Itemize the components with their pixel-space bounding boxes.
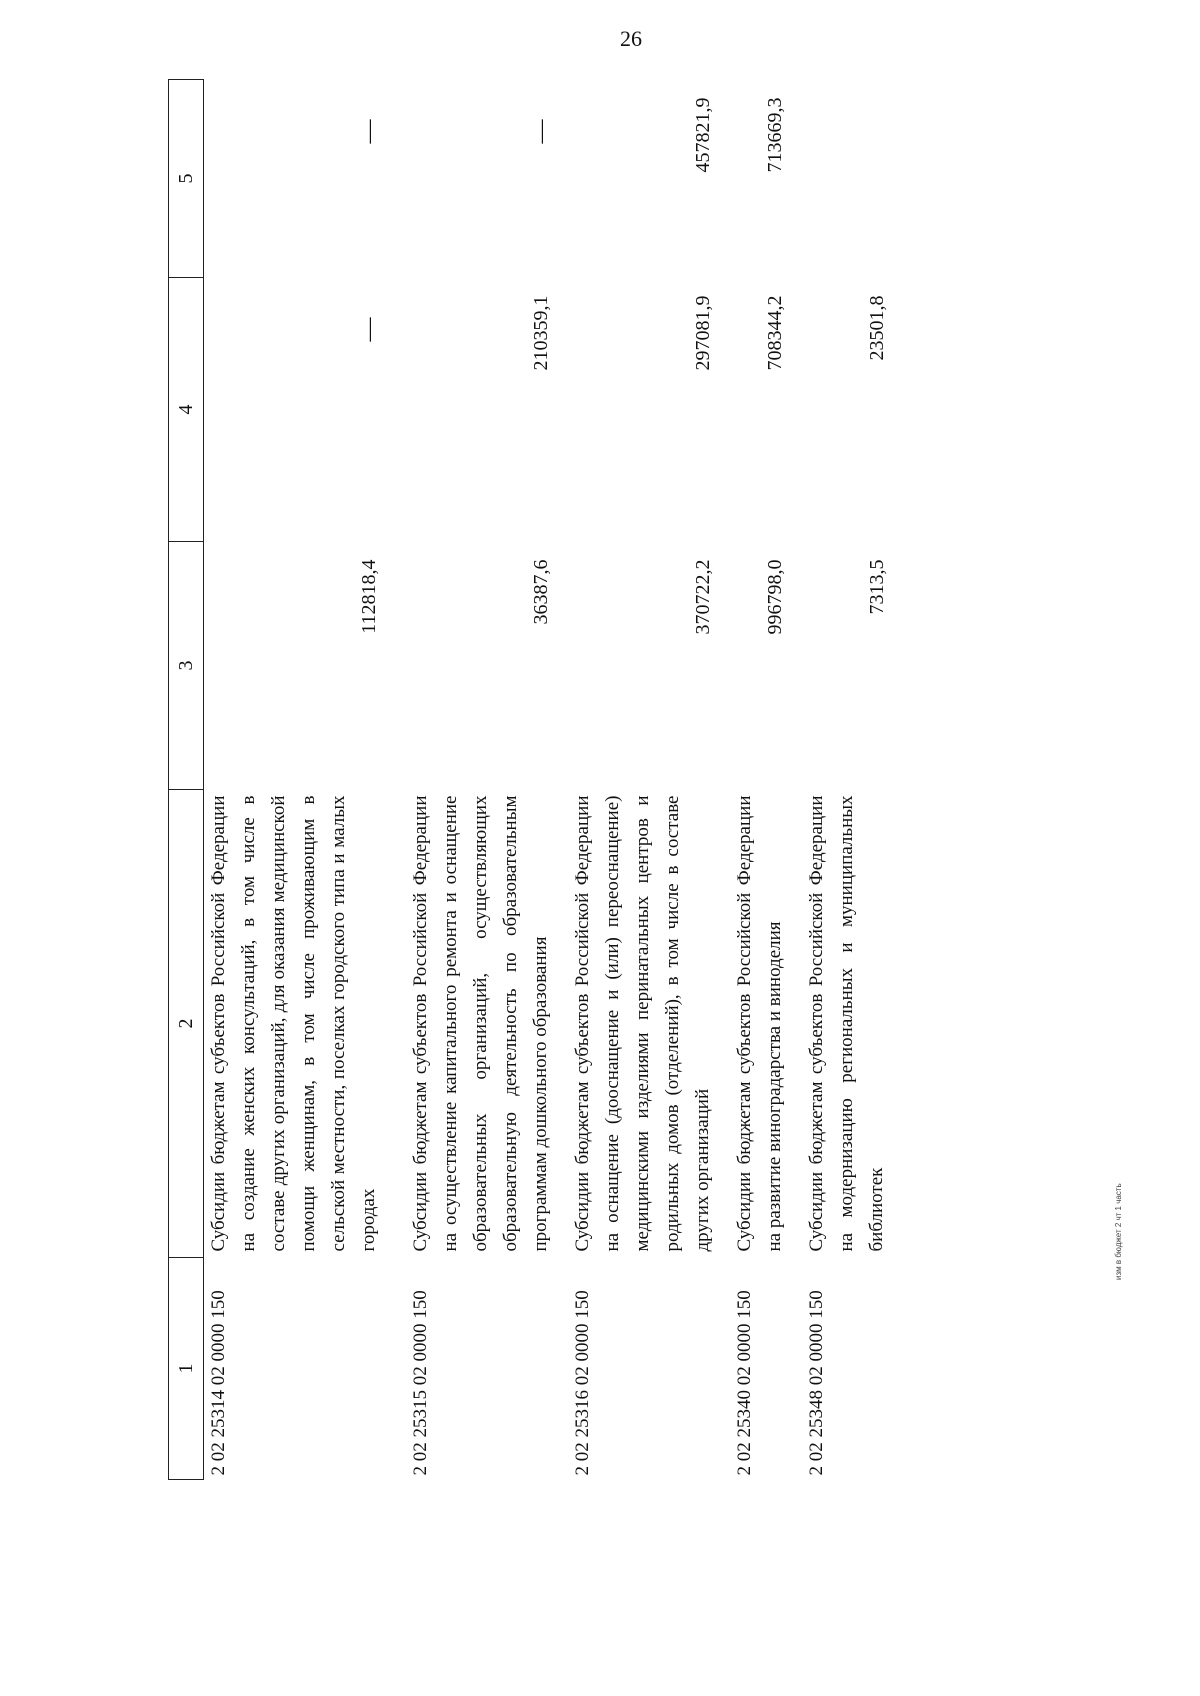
- value-col3: 36387,6: [530, 559, 552, 625]
- description: Субсидии бюджетам субъектов Российской Федерации на осуществление капитального ремонта и оснащение образовательных организаций, осуществляющих образовательную деятельность по образовательным программам дошкольного образования: [410, 795, 551, 1252]
- budget-code: 2 02 25340 02 0000 150: [734, 1290, 755, 1476]
- value-col5: 713669,3: [764, 97, 786, 173]
- budget-table: [168, 79, 904, 1480]
- column-header-4: 4: [169, 278, 204, 542]
- table-row: [406, 80, 568, 1480]
- rotated-table-container: [168, 80, 1048, 1480]
- value-col5: 457821,9: [692, 97, 714, 173]
- budget-code: 2 02 25316 02 0000 150: [572, 1290, 593, 1476]
- description: Субсидии бюджетам субъектов Российской Федерации на развитие виноградарства и виноделия: [734, 795, 785, 1252]
- value-col5: —: [356, 119, 382, 144]
- value-col4: 708344,2: [764, 295, 786, 371]
- value-col4: 210359,1: [530, 295, 552, 371]
- value-col5: —: [528, 119, 554, 144]
- table-header-row: [169, 80, 204, 1480]
- table-row: [730, 80, 802, 1480]
- value-col4: 23501,8: [866, 295, 888, 361]
- value-col4: —: [356, 317, 382, 342]
- budget-code: 2 02 25348 02 0000 150: [806, 1290, 827, 1476]
- column-header-2: 2: [169, 790, 204, 1258]
- column-header-5: 5: [169, 80, 204, 278]
- table-row: [568, 80, 730, 1480]
- value-col3: 112818,4: [358, 559, 380, 634]
- description: Субсидии бюджетам субъектов Российской Федерации на модернизацию региональных и муниципальных библиотек: [806, 795, 887, 1252]
- column-header-1: 1: [169, 1258, 204, 1480]
- page-number: 26: [620, 26, 642, 51]
- value-col3: 7313,5: [866, 559, 888, 615]
- description: Субсидии бюджетам субъектов Российской Федерации на оснащение (дооснащение и (или) переоснащение) медицинскими изделиями перинатальных центров и родильных домов (отделений), в том числе в составе других организаций: [572, 795, 713, 1252]
- footer-note: изм в бюджет 2 чт 1 часть: [1114, 1183, 1123, 1280]
- table-row: [802, 80, 904, 1480]
- value-col4: 297081,9: [692, 295, 714, 371]
- value-col5: [802, 80, 904, 278]
- value-col3: 370722,2: [692, 559, 714, 635]
- column-header-3: 3: [169, 542, 204, 790]
- budget-code: 2 02 25314 02 0000 150: [208, 1290, 229, 1476]
- description: Субсидии бюджетам субъектов Российской Федерации на создание женских консультаций, в том числе в составе других организаций, для оказания медицинской помощи женщинам, в том числе проживающим в сельской местности, поселках городского типа и малых городах: [208, 795, 379, 1252]
- table-row: [204, 80, 407, 1480]
- value-col3: 996798,0: [764, 559, 786, 635]
- budget-code: 2 02 25315 02 0000 150: [410, 1290, 431, 1476]
